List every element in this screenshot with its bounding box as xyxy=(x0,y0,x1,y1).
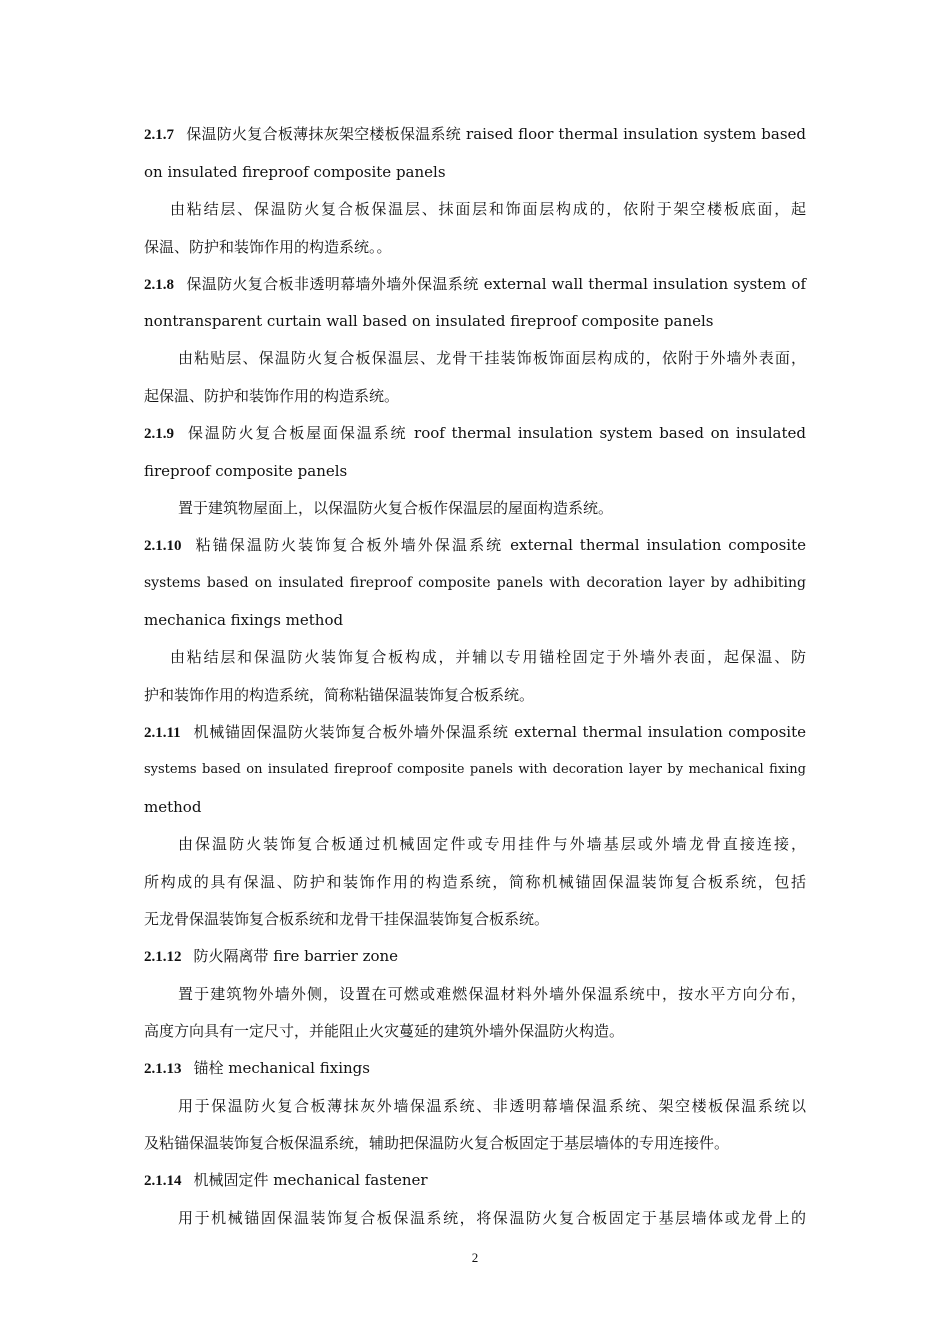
term-definition: 起保温、防护和装饰作用的构造系统。 xyxy=(144,387,400,405)
term-heading xyxy=(144,122,806,146)
term-heading xyxy=(144,533,806,557)
term-heading xyxy=(144,1168,806,1192)
term-heading-text: 防火隔离带 fire barrier zone xyxy=(193,947,399,965)
term-definition: 用于保温防火复合板薄抹灰外墙保温系统、非透明幕墙保温系统、架空楼板保温系统以 xyxy=(178,1097,806,1115)
term-heading-text: 锚栓 mechanical fixings xyxy=(193,1059,370,1077)
term-heading-text: 粘锚保温防火装饰复合板外墙外保温系统 external thermal insulation composite xyxy=(193,536,806,554)
term-heading-continued: mechanica fixings method xyxy=(144,611,344,629)
term-heading xyxy=(144,944,806,968)
term-definition: 无龙骨保温装饰复合板系统和龙骨干挂保温装饰复合板系统。 xyxy=(144,910,550,928)
term-definition: 及粘锚保温装饰复合板保温系统，辅助把保温防火复合板固定于基层墙体的专用连接件。 xyxy=(144,1134,730,1152)
term-definition: 用于机械锚固保温装饰复合板保温系统，将保温防火复合板固定于基层墙体或龙骨上的 xyxy=(178,1209,806,1227)
term-heading-continued: fireproof composite panels xyxy=(144,462,348,480)
term-heading-continued: systems based on insulated fireproof composite panels with decoration layer by adhibiting xyxy=(144,575,806,591)
term-number: 2.1.8 xyxy=(144,277,174,293)
term-definition: 护和装饰作用的构造系统，简称粘锚保温装饰复合板系统。 xyxy=(144,686,535,704)
term-definition: 所构成的具有保温、防护和装饰作用的构造系统，简称机械锚固保温装饰复合板系统，包括 xyxy=(144,873,806,891)
term-heading-continued: systems based on insulated fireproof composite panels with decoration layer by mechanical fixing xyxy=(144,762,806,777)
term-definition: 由保温防火装饰复合板通过机械固定件或专用挂件与外墙基层或外墙龙骨直接连接， xyxy=(178,835,806,853)
term-heading-text: 保温防火复合板薄抹灰架空楼板保温系统 raised floor thermal insulation system based xyxy=(186,125,806,143)
term-definition: 由粘结层和保温防火装饰复合板构成，并辅以专用锚栓固定于外墙外表面，起保温、防 xyxy=(170,648,806,666)
term-heading-continued: nontransparent curtain wall based on insulated fireproof composite panels xyxy=(144,312,714,330)
term-number: 2.1.11 xyxy=(144,725,181,741)
term-definition: 由粘结层、保温防火复合板保温层、抹面层和饰面层构成的，依附于架空楼板底面，起 xyxy=(170,200,806,218)
term-number: 2.1.12 xyxy=(144,949,182,965)
term-heading-text: 机械锚固保温防火装饰复合板外墙外保温系统 external thermal insulation composite xyxy=(192,723,806,741)
term-definition: 置于建筑物屋面上，以保温防火复合板作保温层的屋面构造系统。 xyxy=(178,499,614,517)
term-number: 2.1.14 xyxy=(144,1173,182,1189)
term-number: 2.1.9 xyxy=(144,426,174,442)
term-heading-continued: on insulated fireproof composite panels xyxy=(144,163,446,181)
term-definition: 由粘贴层、保温防火复合板保温层、龙骨干挂装饰板饰面层构成的，依附于外墙外表面， xyxy=(178,349,806,367)
term-heading xyxy=(144,272,806,296)
term-heading-continued: method xyxy=(144,798,202,816)
term-definition: 置于建筑物外墙外侧，设置在可燃或难燃保温材料外墙外保温系统中，按水平方向分布， xyxy=(178,985,806,1003)
term-number: 2.1.7 xyxy=(144,127,174,143)
term-heading-text: 保温防火复合板屋面保温系统 roof thermal insulation system based on insulated xyxy=(186,424,806,442)
term-heading xyxy=(144,1056,806,1080)
page-number: 2 xyxy=(471,1250,479,1265)
term-heading-text: 保温防火复合板非透明幕墙外墙外保温系统 external wall thermal insulation system of xyxy=(186,275,806,293)
term-heading xyxy=(144,421,806,445)
term-number: 2.1.10 xyxy=(144,538,182,554)
term-definition: 保温、防护和装饰作用的构造系统。。 xyxy=(144,238,392,256)
term-heading xyxy=(144,720,806,744)
term-definition: 高度方向具有一定尺寸，并能阻止火灾蔓延的建筑外墙外保温防火构造。 xyxy=(144,1022,625,1040)
term-heading-text: 机械固定件 mechanical fastener xyxy=(193,1171,428,1189)
term-number: 2.1.13 xyxy=(144,1061,182,1077)
